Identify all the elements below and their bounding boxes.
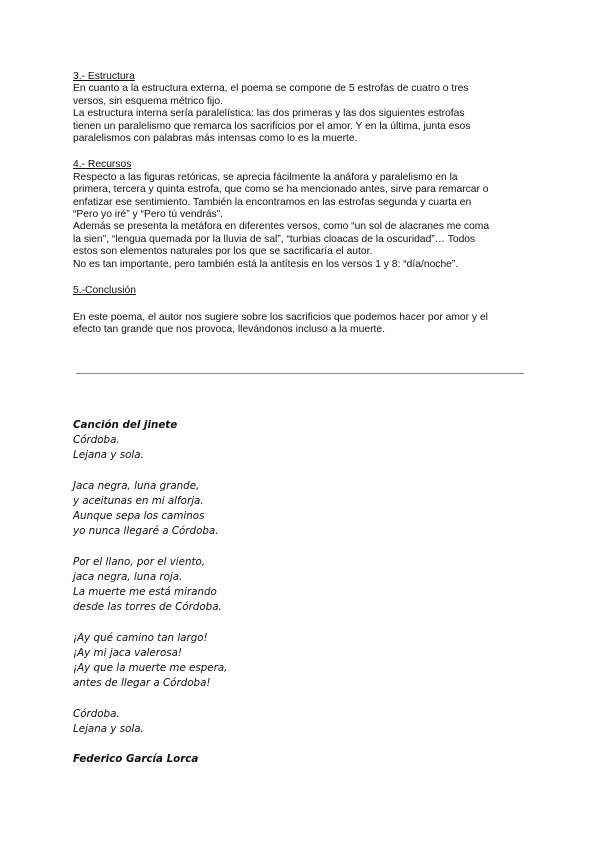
poem-verse: desde las torres de Córdoba.	[73, 601, 222, 614]
paragraph-line: estos son elementos naturales por los que se sacrificaría el autor.	[73, 246, 373, 258]
heading-estructura: 3.- Estructura	[73, 71, 135, 82]
poem-verse: Lejana y sola.	[73, 723, 144, 735]
poem-author: Federico García Lorca	[73, 753, 199, 766]
analysis-text	[73, 71, 528, 336]
paragraph-line: En este poema, el autor nos sugiere sobre los sacrificios que podemos hacer por amor y el	[73, 311, 488, 323]
poem-verse: ¡Ay que la muerte me espera,	[73, 662, 228, 675]
heading-recursos: 4.- Recursos	[73, 159, 132, 171]
poem-verse: jaca negra, luna roja.	[73, 571, 183, 583]
paragraph-line: tienen un paralelismo que remarca los sacrificios por el amor. Y en la última, junta esos	[73, 120, 471, 132]
horizontal-divider	[76, 373, 524, 374]
poem	[73, 418, 373, 768]
spacer	[73, 145, 528, 159]
poem-verse: La muerte me está mirando	[73, 586, 217, 599]
poem-title: Canción del jinete	[73, 419, 178, 431]
paragraph-line: Además se presenta la metáfora en diferentes versos, como “un sol de alacranes me coma	[73, 221, 490, 233]
poem-verse: Aunque sepa los caminos	[73, 510, 205, 523]
poem-verse: ¡Ay qué camino tan largo!	[73, 631, 208, 644]
poem-verse: Córdoba.	[73, 707, 120, 720]
paragraph-line: No es tan importante, pero también está la antítesis en los versos 1 y 8: “día/noche”.	[73, 258, 459, 270]
spacer	[73, 298, 528, 312]
paragraph-line: enfatizar ese sentimiento. También la encontramos en las estrofas segunda y cuarta en	[73, 196, 472, 208]
spacer	[73, 271, 528, 285]
paragraph-line: paralelismos con palabras más intensas como lo es la muerte.	[73, 133, 358, 145]
poem-verse: ¡Ay mi jaca valerosa!	[73, 647, 183, 659]
paragraph-line: versos, sin esquema métrico fijo.	[73, 95, 223, 107]
paragraph-line: “Pero yo iré” y “Pero tú vendrás”.	[73, 209, 223, 221]
stanza-spacer	[73, 464, 373, 479]
section-recursos	[73, 159, 528, 271]
stanza-spacer	[73, 616, 373, 631]
paragraph-line: Respecto a las figuras retóricas, se aprecia fácilmente la anáfora y paralelismo en la	[73, 171, 458, 183]
stanza-spacer	[73, 737, 373, 752]
paragraph-line: primera, tercera y quinta estrofa, que como se ha mencionado antes, sirve para remarcar o	[73, 184, 489, 196]
paragraph-line: la sien”, “lengua quemada por la lluvia de sal”, “turbias cloacas de la oscuridad”… Todos	[73, 233, 476, 245]
poem-verse: Lejana y sola.	[73, 449, 144, 462]
poem-verse: Córdoba.	[73, 434, 120, 447]
stanza-spacer	[73, 540, 373, 555]
paragraph-line: En cuanto a la estructura externa, el poema se compone de 5 estrofas de cuatro o tres	[73, 83, 469, 95]
poem-verse: yo nunca llegaré a Córdoba.	[73, 525, 219, 538]
poem-verse: antes de llegar a Córdoba!	[73, 677, 211, 690]
section-estructura	[73, 71, 528, 145]
poem-verse: y aceitunas en mi alforja.	[73, 495, 204, 507]
paragraph-line: efecto tan grande que nos provoca, llevándonos incluso a la muerte.	[73, 323, 385, 335]
paragraph-line: La estructura interna sería paralelística: las dos primeras y las dos siguientes estrofas	[73, 108, 465, 120]
poem-verse: Por el llano, por el viento,	[73, 555, 206, 568]
section-conclusion	[73, 285, 528, 336]
heading-conclusion: 5.-Conclusión	[73, 285, 136, 297]
poem-verse: Jaca negra, luna grande,	[73, 479, 200, 492]
stanza-spacer	[73, 692, 373, 707]
